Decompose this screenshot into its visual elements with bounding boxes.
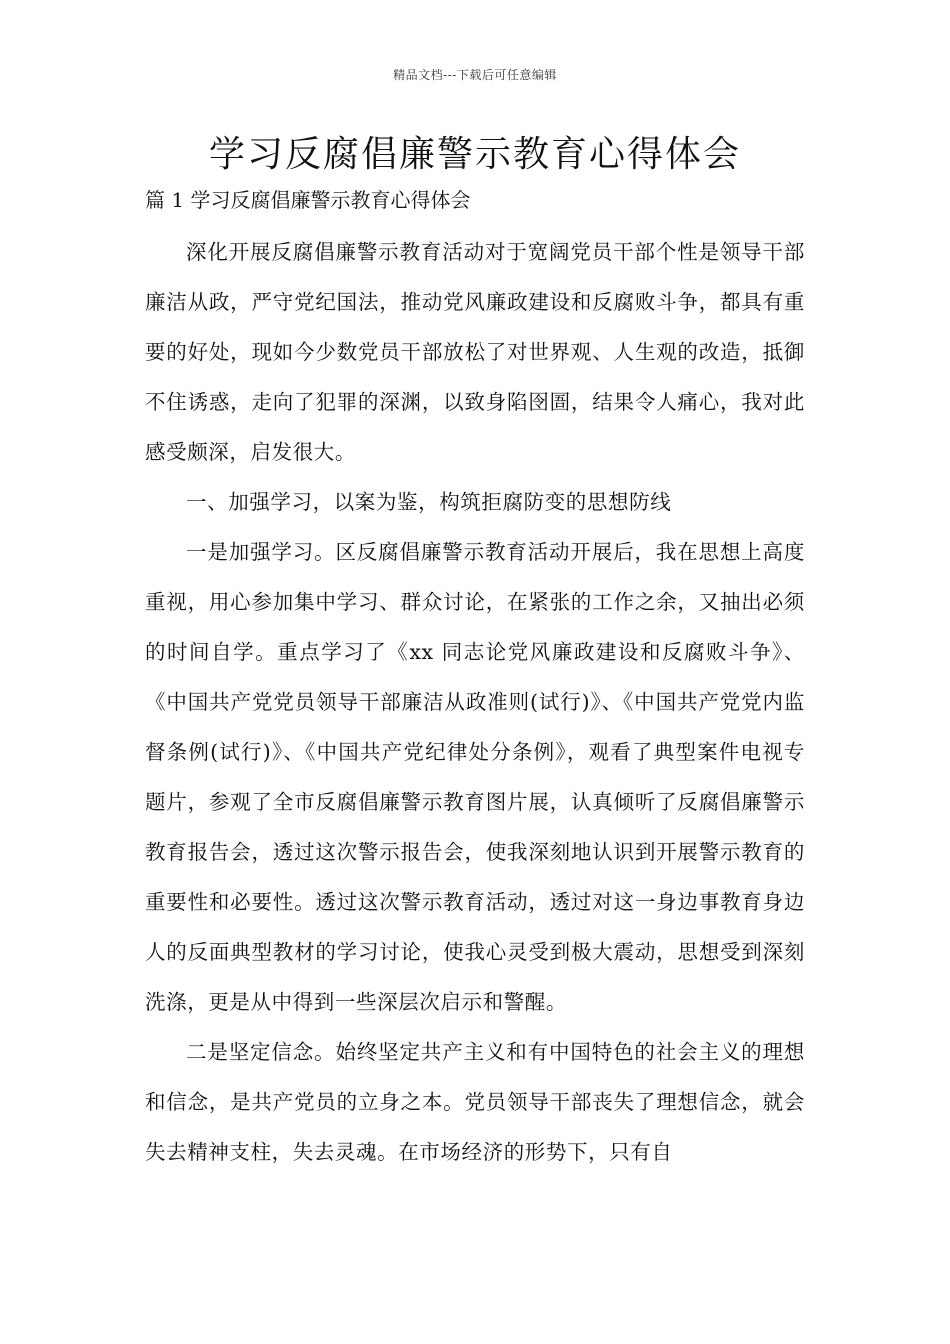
paragraph-heading-one: 一、加强学习，以案为鉴，构筑拒腐防变的思想防线 — [186, 490, 672, 514]
document-body — [145, 182, 805, 1177]
document-title: 学习反腐倡廉警示教育心得体会 — [208, 134, 741, 175]
paragraph-belief: 二是坚定信念。始终坚定共产主义和有中国特色的社会主义的理想和信念，是共产党员的立身之本。党员领导干部丧失了理想信念，就会失去精神支柱，失去灵魂。在市场经济的形势下，只有自 — [145, 1040, 805, 1164]
paragraph-study: 一是加强学习。区反腐倡廉警示教育活动开展后，我在思想上高度重视，用心参加集中学习、群众讨论，在紧张的工作之余，又抽出必须的时间自学。重点学习了《xx 同志论党风廉政建设和反腐败斗争》、《中国共产党党员领导干部廉洁从政准则(试行)》、《中国共产党党内监督条例(试行)》、《中国共产党纪律处分条例》，观看了典型案件电视专题片，参观了全市反腐倡廉警示教育图片展，认真倾听了反腐倡廉警示教育报告会，透过这次警示报告会，使我深刻地认识到开展警示教育的重要性和必要性。透过这次警示教育活动，透过对这一身边事教育身边人的反面典型教材的学习讨论，使我心灵受到极大震动，思想受到深刻洗涤，更是从中得到一些深层次启示和警醒。 — [145, 540, 805, 1014]
section-subtitle: 篇 1 学习反腐倡廉警示教育心得体会 — [145, 188, 471, 212]
paragraph-intro: 深化开展反腐倡廉警示教育活动对于宽阔党员干部个性是领导干部廉洁从政，严守党纪国法，推动党风廉政建设和反腐败斗争，都具有重要的好处，现如今少数党员干部放松了对世界观、人生观的改造，抵御不住诱惑，走向了犯罪的深渊，以致身陷囹圄，结果令人痛心，我对此感受颇深，启发很大。 — [145, 240, 805, 464]
header-note: 精品文档---下载后可任意编辑 — [393, 68, 557, 82]
